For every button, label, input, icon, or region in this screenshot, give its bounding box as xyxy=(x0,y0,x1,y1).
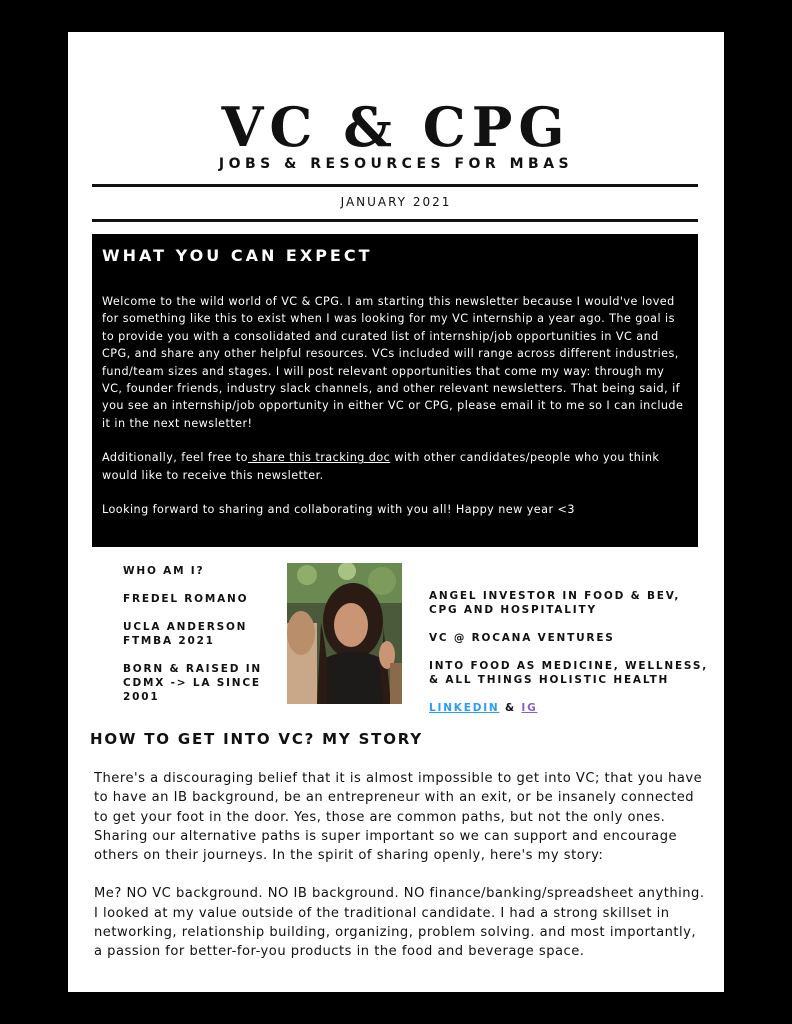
author-photo xyxy=(287,563,402,704)
social-links xyxy=(429,701,709,715)
about-investor: ANGEL INVESTOR IN FOOD & BEV, CPG AND HOSPITALITY xyxy=(429,590,681,616)
about-interests: INTO FOOD AS MEDICINE, WELLNESS, & ALL THINGS HOLISTIC HEALTH xyxy=(429,660,708,686)
author-name: FREDEL ROMANO xyxy=(123,593,249,605)
instagram-link[interactable]: IG xyxy=(521,702,538,714)
who-am-i-section xyxy=(123,564,263,718)
newsletter-subtitle: JOBS & RESOURCES FOR MBAS xyxy=(218,156,574,172)
linkedin-link[interactable]: LINKEDIN xyxy=(429,702,500,714)
author-school: UCLA ANDERSON FTMBA 2021 xyxy=(123,621,248,647)
issue-date: JANUARY 2021 xyxy=(340,195,452,209)
newsletter-title: VC & CPG xyxy=(221,95,571,159)
what-to-expect-box xyxy=(92,234,698,547)
about-section xyxy=(429,589,709,729)
expect-paragraph-share xyxy=(102,449,688,484)
about-vc: VC @ ROCANA VENTURES xyxy=(429,632,615,644)
author-origin: BORN & RAISED IN CDMX -> LA SINCE 2001 xyxy=(123,663,262,703)
expect-paragraph-closing: Looking forward to sharing and collaborating with you all! Happy new year <3 xyxy=(102,503,575,517)
links-separator: & xyxy=(499,702,522,714)
divider-bottom xyxy=(92,219,698,222)
who-heading: WHO AM I? xyxy=(123,565,205,577)
share-text-before: Additionally, feel free to xyxy=(102,451,248,465)
story-heading: HOW TO GET INTO VC? MY STORY xyxy=(90,730,423,748)
story-paragraph-1: There's a discouraging belief that it is almost impossible to get into VC; that you have to have an IB background, be an entrepreneur with an exit, or be insanely connected to get your foot in the door. Yes, those are common paths, but not the only ones. Sharing our alternative paths is super important so we can support and encourage others on their journeys. In the spirit of sharing openly, here's my story: xyxy=(94,771,703,864)
tracking-doc-link[interactable]: share this tracking doc xyxy=(247,451,391,465)
newsletter-page xyxy=(68,32,724,992)
share-text-after: with other candidates/people who you think would like to receive this newsletter. xyxy=(102,451,660,482)
expect-paragraph-intro: Welcome to the wild world of VC & CPG. I am starting this newsletter because I would've loved for something like this to exist when I was looking for my VC internship a year ago. The goal is to provide you with a consolidated and curated list of internship/job opportunities in VC and CPG, and share any other helpful resources. VCs included will range across different industries, fund/team sizes and stages. I will post relevant opportunities that come my way: through my VC, founder friends, industry slack channels, and other relevant newsletters. That being said, if you see an internship/job opportunity in either VC or CPG, please email it to me so I can include it in the next newsletter! xyxy=(102,295,684,430)
story-paragraph-2: Me? NO VC background. NO IB background. NO finance/banking/spreadsheet anything. I looked at my value outside of the traditional candidate. I had a strong skillset in networking, relationship building, organizing, problem solving. and most importantly, a passion for better-for-you products in the food and beverage space. xyxy=(94,886,705,960)
story-section xyxy=(94,769,709,981)
divider-top xyxy=(92,184,698,187)
expect-heading: WHAT YOU CAN EXPECT xyxy=(102,246,373,265)
